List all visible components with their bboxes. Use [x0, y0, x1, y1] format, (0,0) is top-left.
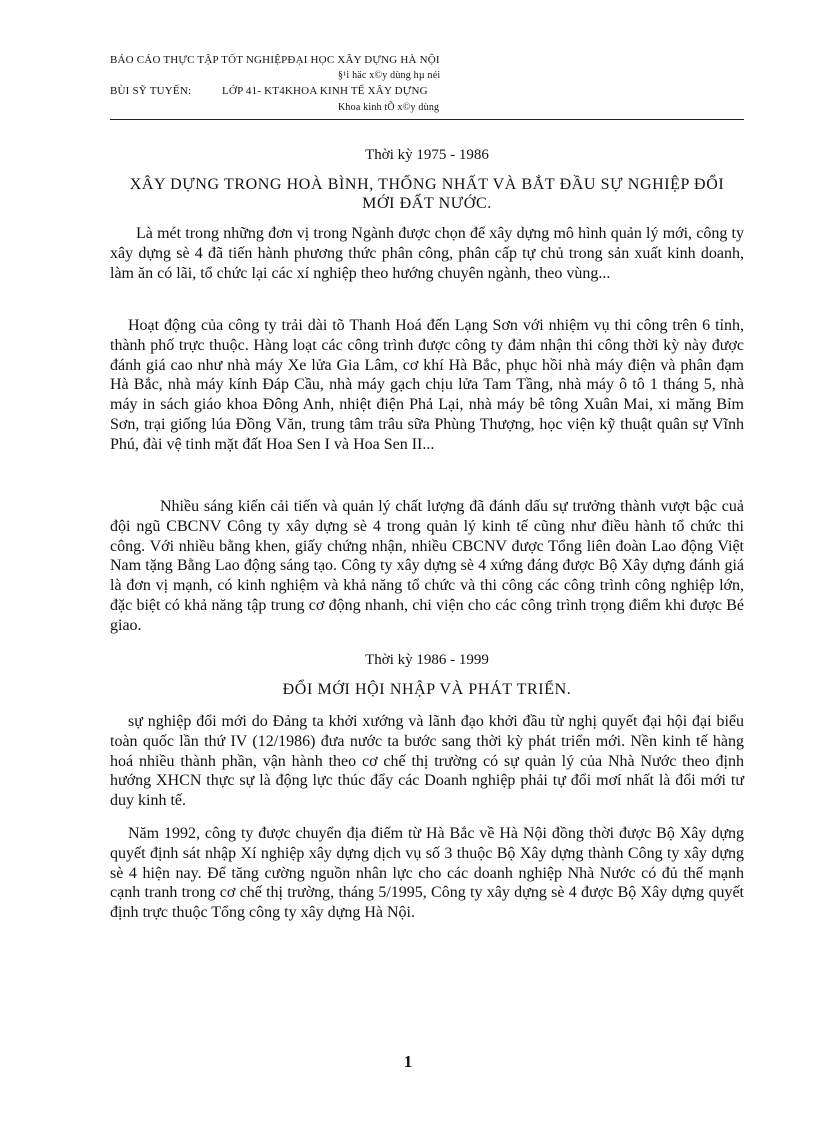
- header-university-subtitle: §¹i häc x©y dùng hµ néi: [338, 70, 441, 81]
- section1-paragraph-2: Hoạt động của công ty trải dài tõ Thanh Hoá đến Lạng Sơn với nhiệm vụ thi công trên 6 tỉnh, thành phố trực thuộc. Hàng loạt các công trình được công ty đảm nhận thi công thời kỳ này được đánh giá cao như nhà máy Xe lửa Gia Lâm, cơ khí Hà Bắc, phục hồi nhà máy điện và phân đạm Hà Bắc, nhà máy kính Đáp Cầu, nhà máy gạch chịu lửa Tam Tầng, nhà máy ô tô 1 tháng 5, nhà máy in sách giáo khoa Đông Anh, nhiệt điện Phả Lại, nhà máy bê tông Xuân Mai, xi măng Bỉm Sơn, trại giống lúa Đồng Văn, trung tâm trâu sữa Phùng Thượng, học viện kỹ thuật quân sự Vĩnh Phú, đài vệ tinh mặt đất Hoa Sen I và Hoa Sen II...: [110, 317, 744, 453]
- page-number: 1: [403, 1052, 413, 1071]
- section1-title: XÂY DỰNG TRONG HOÀ BÌNH, THỐNG NHẤT VÀ BẮT ĐẦU SỰ NGHIỆP ĐỔI MỚI ĐẤT NƯỚC.: [129, 176, 725, 212]
- section1-period: Thời kỳ 1975 - 1986: [365, 147, 489, 163]
- header-author-name: BÙI SỸ TUYẾN:: [110, 85, 192, 97]
- section2-period: Thời kỳ 1986 - 1999: [365, 652, 489, 668]
- section1-paragraph-3: Nhiều sáng kiến cải tiến và quản lý chất lượng đã đánh dấu sự trưởng thành vượt bậc cuả đội ngũ CBCNV Công ty xây dựng sè 4 trong quản lý kinh tế cũng như điều hành tổ chức thi công. Với nhiều bằng khen, giấy chứng nhận, nhiều CBCNV được Tổng liên đoàn Lao động Việt Nam tặng Bằng Lao động sáng tạo. Công ty xây dựng sè 4 xứng đáng được Bộ Xây dựng đánh giá là đơn vị mạnh, có kinh nghiệm và khả năng tổ chức và thi công các công trình công nghiệp lớn, đặc biệt có khả năng tập trung cơ động nhanh, chi viện cho các công trình trọng điểm khi được Bé giao.: [110, 498, 744, 634]
- section2-title: ĐỔI MỚI HỘI NHẬP VÀ PHÁT TRIỂN.: [282, 681, 572, 698]
- section1-paragraph-1: Là mét trong những đơn vị trong Ngành được chọn để xây dựng mô hình quản lý mới, công ty xây dựng sè 4 đã tiến hành phương thức phân công, phân cấp tự chủ trong sản xuất kinh doanh, làm ăn có lãi, tổ chức lại các xí nghiệp theo hướng chuyên ngành, theo vùng...: [110, 225, 744, 282]
- header-faculty-subtitle: Khoa kinh tÕ x©y dùng: [338, 102, 440, 113]
- section2-paragraph-2: Năm 1992, công ty được chuyển địa điểm từ Hà Bắc về Hà Nội đồng thời được Bộ Xây dựng quyết định sát nhập Xí nghiệp xây dựng dịch vụ số 3 thuộc Bộ Xây dựng thành Công ty xây dựng sè 4 hiện nay. Để tăng cường nguồn nhân lực cho các doanh nghiệp Nhà Nước có đủ thế mạnh cạnh tranh trong cơ chế thị trường, tháng 5/1995, Công ty xây dựng sè 4 được Bộ Xây dựng quyết định trực thuộc Tổng công ty xây dựng Hà Nội.: [110, 825, 744, 922]
- section2-paragraph-1: sự nghiệp đổi mới do Đảng ta khởi xướng và lãnh đạo khởi đầu từ nghị quyết đại hội đại biểu toàn quốc lần thứ IV (12/1986) đưa nước ta bước sang thời kỳ phát triển mới. Nền kinh tế hàng hoá nhiều thành phần, vận hành theo cơ chế thị trường có sự quản lý của Nhà Nước theo định hướng XHCN thực sự là động lực thúc đẩy các Doanh nghiệp phải tự đổi mơí nhất là đổi mới tư duy kinh tế.: [110, 713, 744, 810]
- header-report-title: BÁO CÁO THỰC TẬP TỐT NGHIỆPĐẠI HỌC XÂY DỰNG HÀ NỘI: [110, 54, 440, 66]
- header-divider: [110, 119, 744, 120]
- header-class-faculty: LỚP 41- KT4KHOA KINH TẾ XÂY DỰNG: [222, 85, 428, 97]
